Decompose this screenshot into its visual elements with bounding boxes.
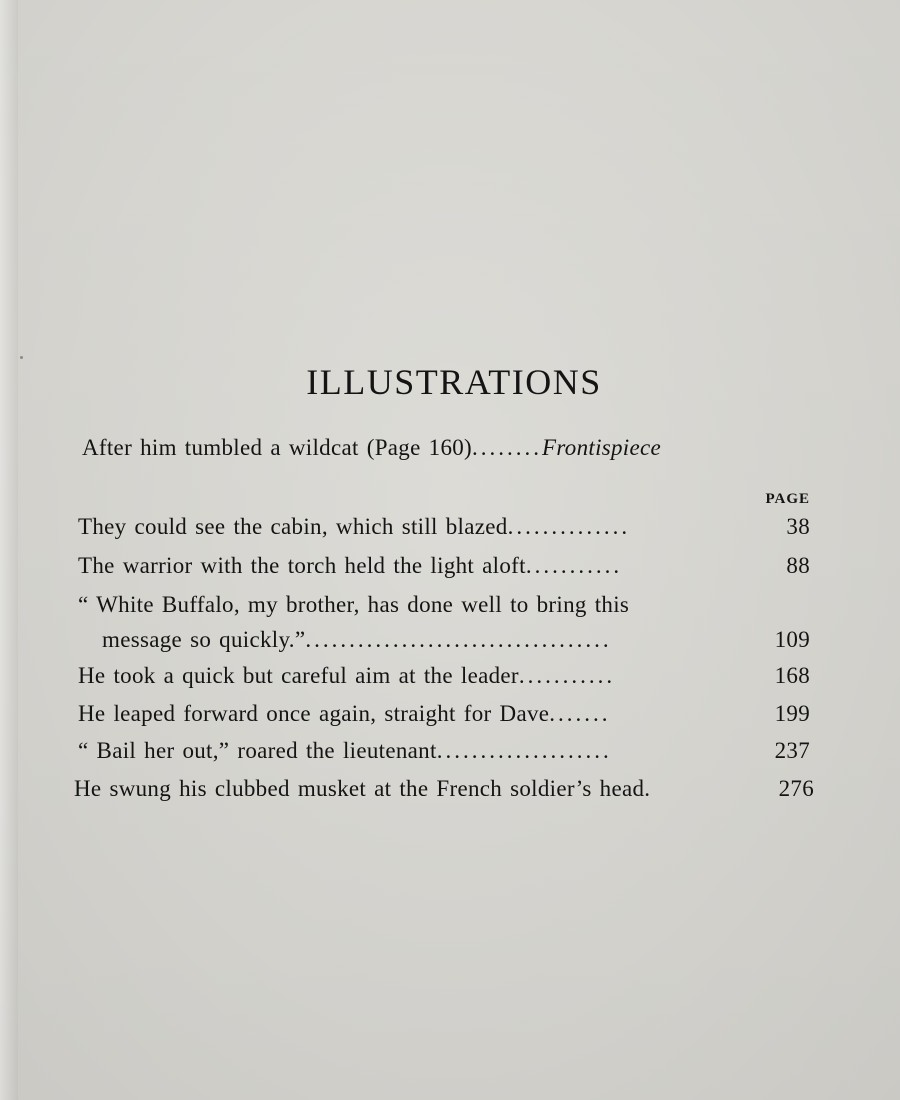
frontispiece-caption: After him tumbled a wildcat (Page 160)	[82, 435, 473, 460]
leader-dots: ...........	[525, 553, 623, 578]
entry-page-number: 199	[774, 701, 810, 726]
leader-dots: ..............	[507, 514, 631, 539]
leader-dots: .......	[549, 701, 611, 726]
illustration-entry	[78, 737, 810, 765]
page-edge-shading	[0, 0, 18, 1100]
frontispiece-label: Frontispiece	[542, 435, 662, 460]
entry-caption: He swung his clubbed musket at the French soldier’s head.	[74, 776, 651, 801]
leader-dots: ....................	[436, 738, 612, 763]
page-title: ILLUSTRATIONS	[306, 362, 602, 402]
paper-speck	[20, 356, 23, 359]
entry-caption-continued: message so quickly.”	[102, 627, 306, 652]
entry-caption: “ Bail her out,” roared the lieutenant	[78, 738, 437, 763]
illustration-entry	[78, 700, 810, 728]
entry-caption: He took a quick but careful aim at the leader	[78, 663, 519, 688]
entry-page-number: 38	[786, 514, 810, 539]
entry-page-number: 109	[774, 627, 810, 652]
entry-caption: They could see the cabin, which still blazed	[78, 514, 508, 539]
illustration-entry	[78, 552, 810, 580]
entry-caption: “ White Buffalo, my brother, has done well to bring this	[78, 592, 630, 617]
illustration-entry	[78, 513, 810, 541]
leader-dots: ...................................	[305, 627, 612, 652]
illustration-entry-line2	[78, 626, 810, 654]
illustration-entry	[74, 775, 814, 803]
leader-dots: ...........	[518, 663, 616, 688]
illustration-entry	[78, 662, 810, 690]
illustration-entry-line1	[78, 591, 810, 619]
entry-caption: The warrior with the torch held the light aloft	[78, 553, 526, 578]
leader-dots: ........	[472, 435, 543, 460]
entry-page-number: 168	[774, 663, 810, 688]
frontispiece-entry	[82, 434, 810, 462]
entry-caption: He leaped forward once again, straight for Dave	[78, 701, 550, 726]
entry-page-number: 88	[786, 553, 810, 578]
entry-page-number: 237	[774, 738, 810, 763]
entry-page-number: 276	[778, 776, 814, 801]
page-column-heading: PAGE	[765, 491, 810, 507]
